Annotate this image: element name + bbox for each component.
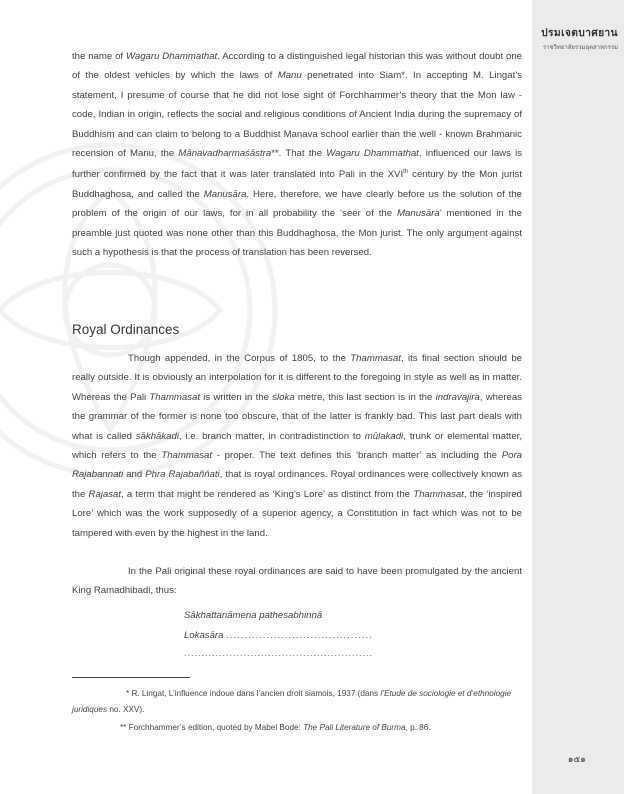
journal-title: ปรมเจตบาศยาน (541, 28, 618, 39)
verse-line-2-ellipsis: ........................................ (226, 630, 373, 641)
journal-subtitle: ราชวิทยาลัยรวมอุตสาหกรรม (542, 45, 618, 51)
section-heading: Royal Ordinances (72, 322, 180, 337)
journal-brand (534, 26, 618, 52)
verse-line-2 (184, 630, 373, 641)
page-number: ๑๕๑ (567, 754, 586, 764)
verse-line-1: Sākhattanāmena pathesabhinnā (184, 610, 323, 621)
verse-line-3-ellipsis: ...................................................... (184, 648, 374, 658)
right-sidebar (532, 0, 624, 794)
footnote-2: ** Forchhammer’s edition, quoted by Mabel Bode: The Pali Literature of Burma, p. 86. (120, 723, 431, 732)
footnote-divider (72, 677, 190, 678)
footnote-1: * R. Lingat, L’influence indoue dans l’ancien droit siamois, 1937 (dans l’Etude de sociologie et d’ethnologie juridiques no. XXV). (72, 689, 512, 714)
body-paragraph-1: the name of Wagaru Dhammathat. According to a distinguished legal historian this was without doubt one of the oldest vehicles by which the laws of Manu penetrated into Siam*. In accepting M. Lingat’s statement, I presume of course that he did not lose sight of Forchhammer’s theory that the Mon law - code, Indian in origin, reflects the social and religious conditions of Ancient India during the supremacy of Buddhism and can claim to belong to a Buddhist Manava school earlier than the well - known Brahmanic recension of Manu, the Mānavadharmaśāstra**. That the Wagaru Dhammathat, influenced our laws is further confirmed by the fact that it was later translated into Pali in the XVIth century by the Mon jurist Buddhaghosa, and called the Manusāra. Here, therefore, we have clearly before us the solution of the problem of the origin of our laws, for in all probability the ‘seer of the Manusāra’ mentioned in the preamble just quoted was none other than this Buddhaghosa, the Mon jurist. The only argument against such a hypothesis is that the process of translation has been reversed. (72, 51, 523, 259)
verse-line-2-text: Lokasāra (184, 630, 224, 641)
body-paragraph-3: In the Pali original these royal ordinances are said to have been promulgated by the ancient King Ramadhibadi, thus: (72, 566, 522, 597)
body-paragraph-2: Though appended, in the Corpus of 1805, to the Thammasat, its final section should be really outside. It is obviously an interpolation for it is different to the foregoing in style as well as in matter. Whereas the Pali Thammasat is written in the śloka metre, this last section is in the indravajira, whereas the grammar of the former is none too obscure, that of the latter is frankly bad. This last part deals with what is called sākhākadi, i.e. branch matter, in contradistinction to mūlakadi, trunk or elemental matter, which refers to the Thammasat - proper. The text defines this ‘branch matter’ as including the Pora Rajabannati and Phra Rajabañňati, that is royal ordinances. Royal ordinances were collectively known as the Rajasat, a term that might be rendered as ‘King’s Lore’ as distinct from the Thammasat, the ‘inspired Lore’ which was the work supposedly of a superior agency, a Constitution in fact which was not to be tampered with even by the highest in the land. (72, 353, 523, 539)
